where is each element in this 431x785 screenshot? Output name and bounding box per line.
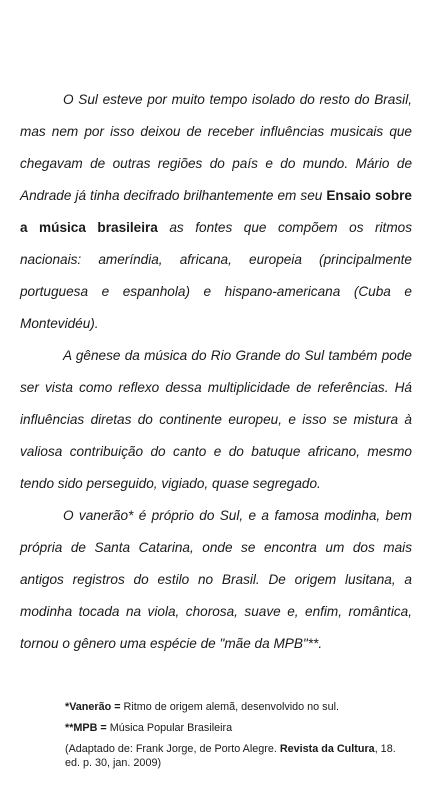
publication-title: Revista da Cultura [279,743,375,755]
paragraph-1-text-end: as fontes que compõem os ritmos nacionais: ameríndia, africana, europeia (principalmente portuguesa e espanhola) e hispano-americana (Cuba e Montevidéu). [20,220,412,331]
footnotes [65,700,412,770]
paragraph-3 [20,500,412,660]
footnote-term: *Vanerão = [65,701,121,713]
footnote-vanerao [65,700,412,714]
citation-prefix: (Adaptado de: Frank Jorge, de Porto Alegre. [65,743,280,755]
footnote-mpb [65,721,412,735]
paragraph-2-text: A gênese da música do Rio Grande do Sul também pode ser vista como reflexo dessa multiplicidade de referências. Há influências diretas do continente europeu, e isso se mistura à valiosa contribuição do canto e do batuque africano, mesmo tendo sido perseguido, vigiado, quase segregado. [20,348,412,491]
footnote-definition: Música Popular Brasileira [106,722,233,734]
paragraph-2 [20,340,412,500]
citation-suffix: , 18. ed. p. 30, jan. 2009) [65,743,396,769]
paragraph-3-text: O vanerão* é próprio do Sul, e a famosa modinha, bem própria de Santa Catarina, onde se encontra um dos mais antigos registros do estilo no Brasil. De origem lusitana, a modinha tocada na viola, chorosa, suave e, enfim, romântica, tornou o gênero uma espécie de "mãe da MPB"**. [20,508,412,651]
footnote-term: **MPB = [65,722,107,734]
article-body [20,84,412,660]
footnote-definition: Ritmo de origem alemã, desenvolvido no sul. [120,701,339,713]
paragraph-1 [20,84,412,340]
source-citation [65,742,412,770]
paragraph-1-text: O Sul esteve por muito tempo isolado do resto do Brasil, mas nem por isso deixou de receber influências musicais que chegavam de outras regiões do país e do mundo. Mário de Andrade já tinha decifrado brilhantemente em seu [20,92,412,203]
book-title: Ensaio sobre a música brasileira [20,188,412,235]
